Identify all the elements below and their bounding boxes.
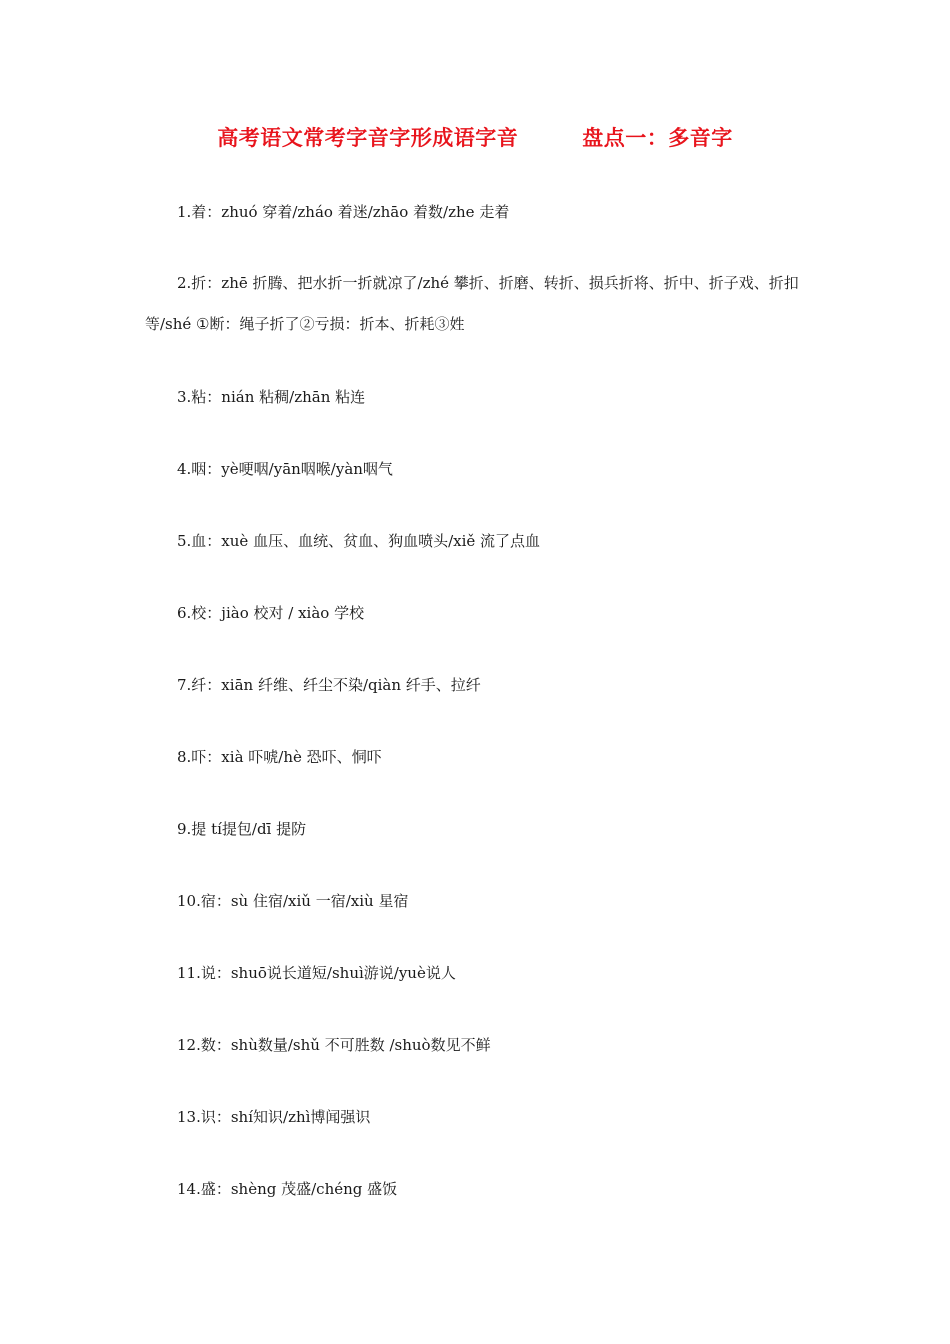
page-title xyxy=(0,122,950,152)
entry-7: 7.纤：xiān 纤维、纤尘不染/qiàn 纤手、拉纤 xyxy=(177,676,481,694)
entry-8: 8.吓：xià 吓唬/hè 恐吓、恫吓 xyxy=(177,748,382,766)
entry-13: 13.识：shí知识/zhì博闻强识 xyxy=(177,1108,371,1126)
entry-11: 11.说：shuō说长道短/shuì游说/yuè说人 xyxy=(177,964,456,982)
title-sub: 盘点一：多音字 xyxy=(582,126,733,150)
entry-12: 12.数：shù数量/shǔ 不可胜数 /shuò数见不鲜 xyxy=(177,1036,491,1054)
entry-1: 1.着：zhuó 穿着/zháo 着迷/zhāo 着数/zhe 走着 xyxy=(177,203,510,221)
entry-6: 6.校：jiào 校对 / xiào 学校 xyxy=(177,604,365,622)
entry-4: 4.咽：yè哽咽/yān咽喉/yàn咽气 xyxy=(177,460,393,478)
entry-3: 3.粘：nián 粘稠/zhān 粘连 xyxy=(177,388,366,406)
entry-10: 10.宿：sù 住宿/xiǔ 一宿/xiù 星宿 xyxy=(177,892,409,910)
entry-5: 5.血：xuè 血压、血统、贫血、狗血喷头/xiě 流了点血 xyxy=(177,532,541,550)
title-main: 高考语文常考字音字形成语字音 xyxy=(217,126,519,150)
entry-14: 14.盛：shèng 茂盛/chéng 盛饭 xyxy=(177,1180,398,1198)
entry-9: 9.提 tí提包/dī 提防 xyxy=(177,820,307,838)
entry-2: 2.折：zhē 折腾、把水折一折就凉了/zhé 攀折、折磨、转折、损兵折将、折中、折子戏、折扣等/shé ①断：绳子折了②亏损：折本、折耗③姓 xyxy=(145,274,799,333)
